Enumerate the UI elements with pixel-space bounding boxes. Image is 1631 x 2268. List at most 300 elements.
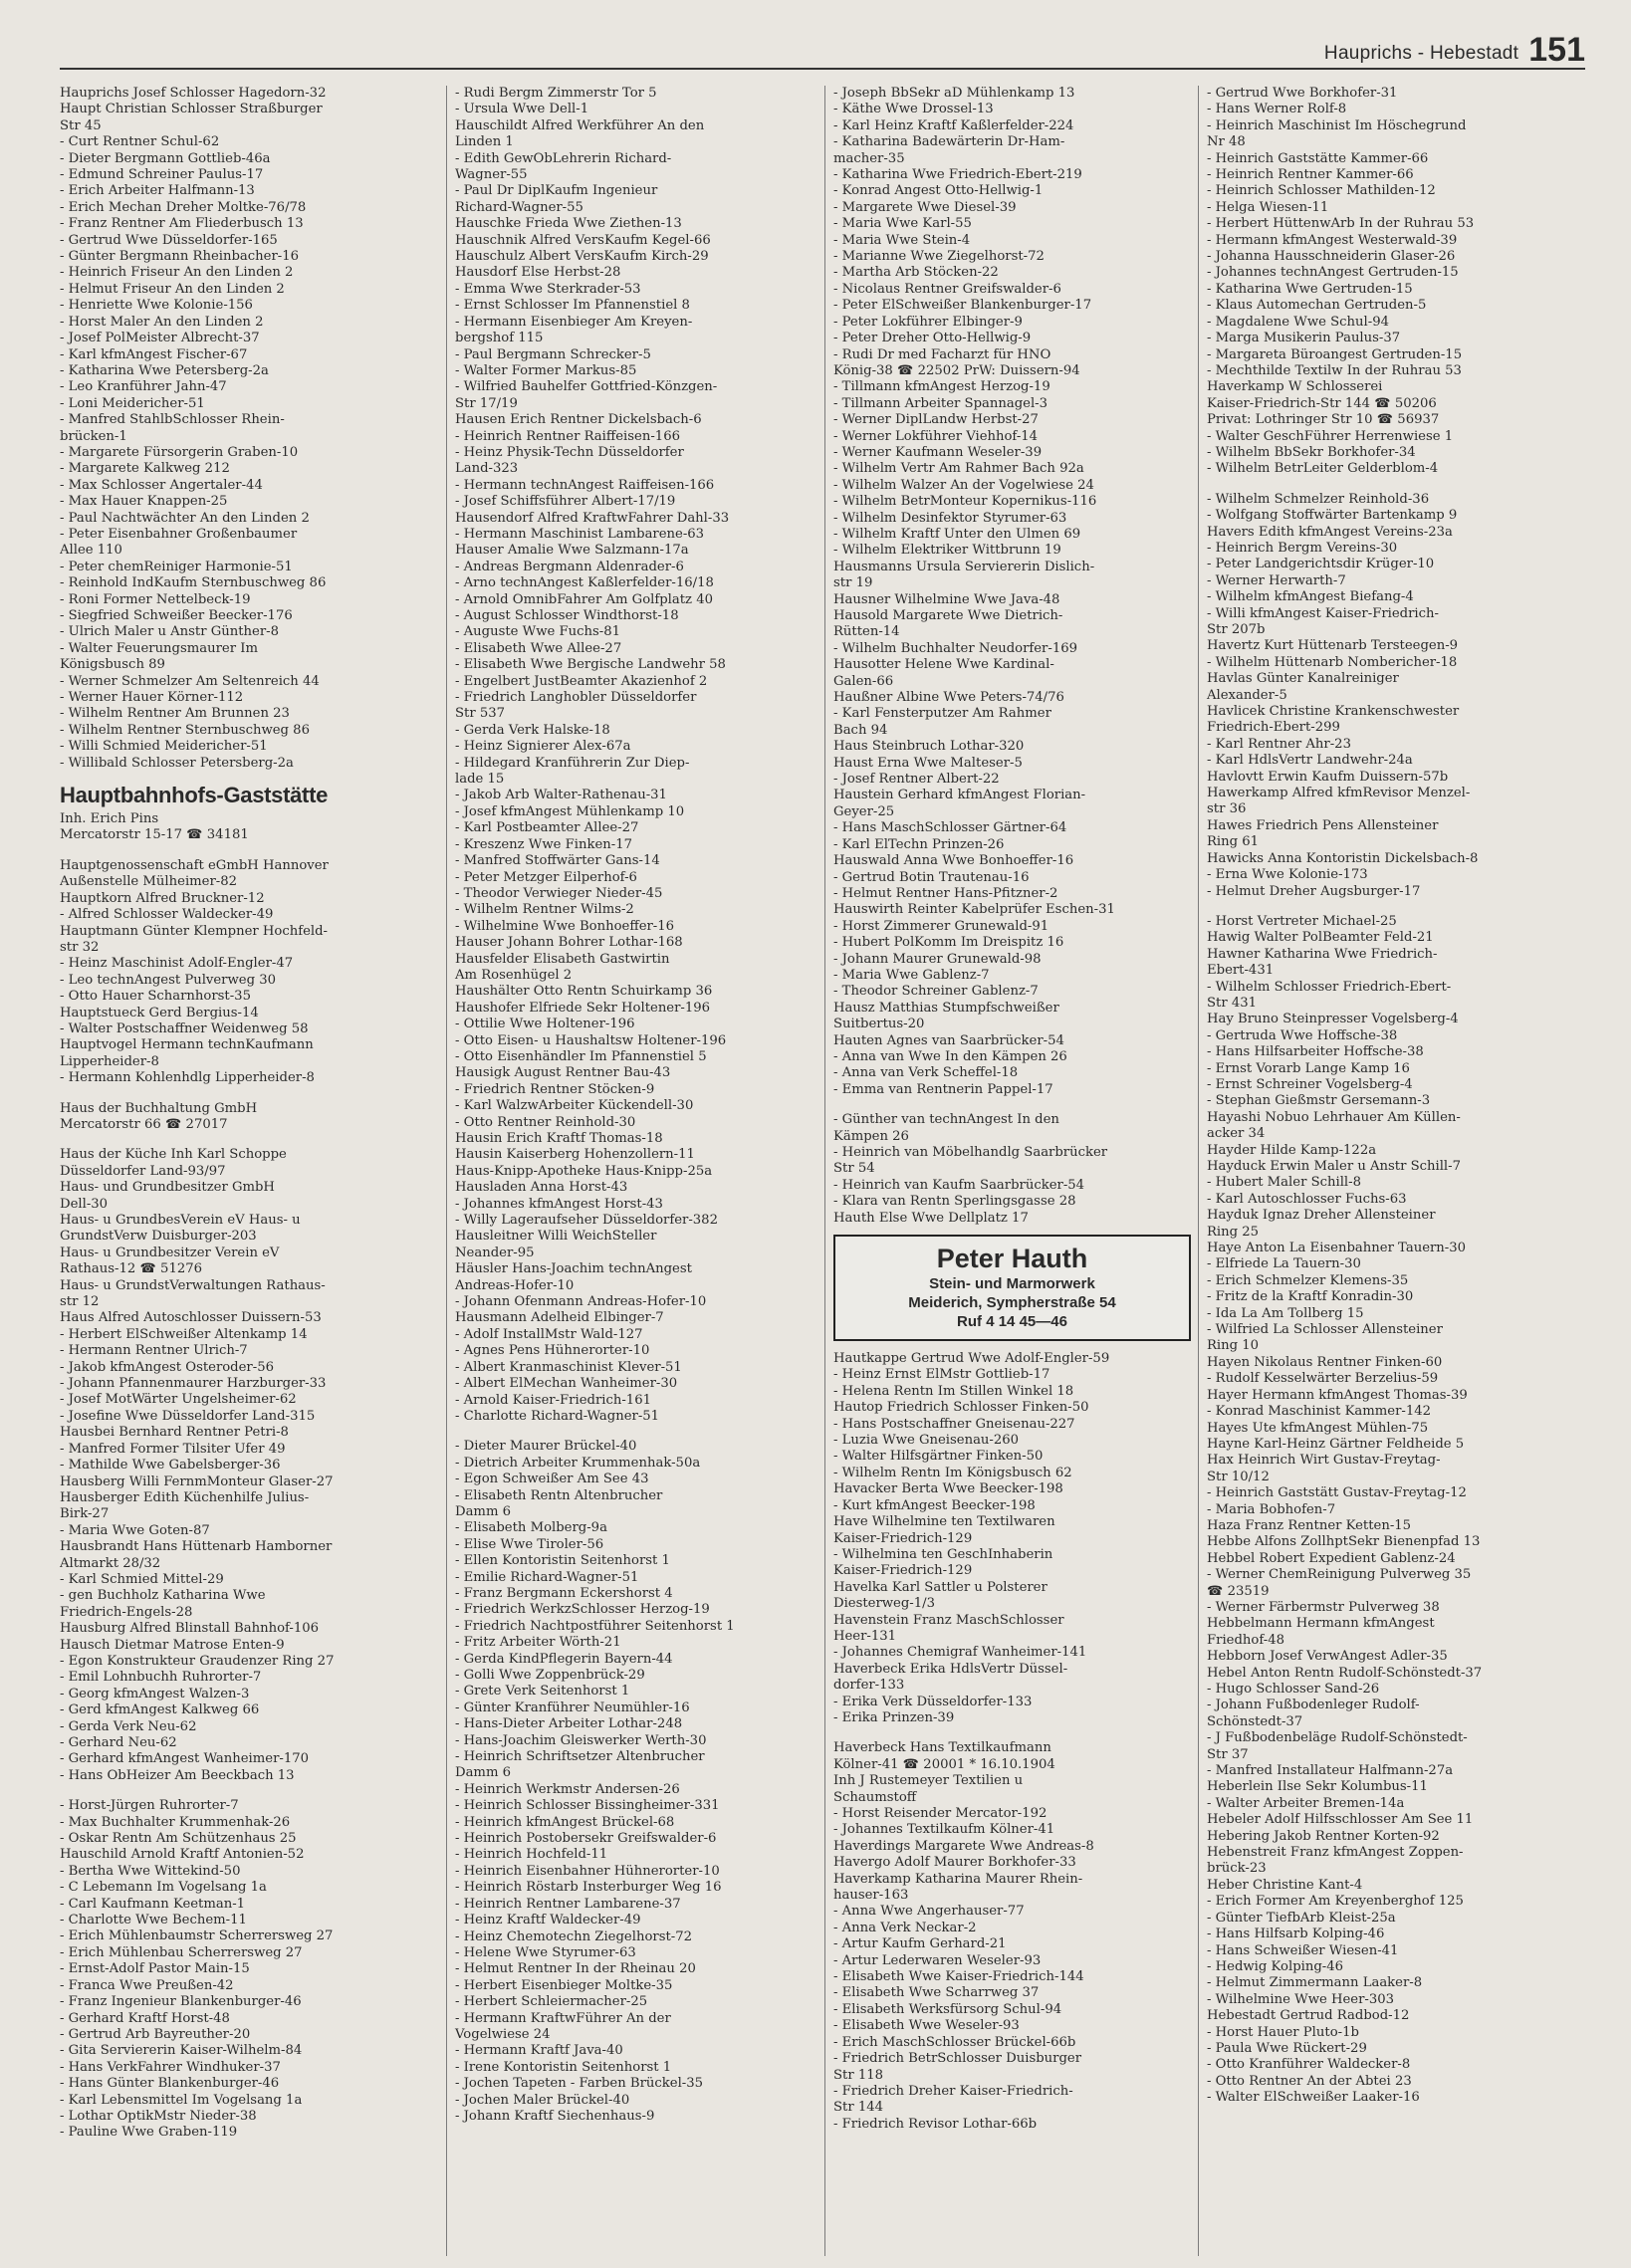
directory-entry: Hayne Karl-Heinz Gärtner Feldheide 5 xyxy=(1207,1436,1465,1452)
page-number: 151 xyxy=(1528,31,1585,69)
directory-entry: - Johanna Hausschneiderin Glaser-26 xyxy=(1207,249,1456,265)
directory-entry: Have Wilhelmine ten Textilwaren xyxy=(833,1514,1055,1530)
directory-entry: Hauptvogel Hermann technKaufmann xyxy=(60,1037,314,1053)
directory-entry: - Ernst-Adolf Pastor Main-15 xyxy=(60,1961,250,1977)
directory-entry: - Horst Zimmerer Grunewald-91 xyxy=(833,918,1049,934)
directory-entry: Heer-131 xyxy=(833,1628,897,1644)
directory-entry: - Hans Hilfsarbeiter Hoffsche-38 xyxy=(1207,1044,1424,1060)
directory-entry: Hausigk August Rentner Bau-43 xyxy=(455,1065,671,1081)
directory-entry: Inh. Erich Pins xyxy=(60,811,159,827)
business-heading: Hauptbahnhofs-Gaststätte xyxy=(60,783,329,808)
directory-entry: Hauptstueck Gerd Bergius-14 xyxy=(60,1005,259,1021)
directory-entry: Hawig Walter PolBeamter Feld-21 xyxy=(1207,930,1434,946)
directory-entry: - Heinrich Röstarb Insterburger Weg 16 xyxy=(455,1880,722,1896)
directory-entry: - Adolf InstallMstr Wald-127 xyxy=(455,1326,643,1342)
directory-entry: - Heinz Chemotechn Ziegelhorst-72 xyxy=(455,1928,692,1944)
directory-entry: - Walter Hilfsgärtner Finken-50 xyxy=(833,1449,1044,1465)
directory-entry: Havlovtt Erwin Kaufm Duissern-57b xyxy=(1207,769,1449,785)
directory-entry: - Katharina Badewärterin Dr-Ham- xyxy=(833,134,1065,150)
directory-entry: - Helena Rentn Im Stillen Winkel 18 xyxy=(833,1383,1074,1399)
directory-entry: Kaiser-Friedrich-129 xyxy=(833,1563,973,1579)
directory-entry: Haußner Albine Wwe Peters-74/76 xyxy=(833,690,1064,706)
directory-entry: - Franca Wwe Preußen-42 xyxy=(60,1977,234,1993)
directory-entry: - Günter TiefbArb Kleist-25a xyxy=(1207,1910,1396,1926)
ad-line1: Stein- und Marmorwerk xyxy=(929,1275,1095,1293)
directory-entry: - Nicolaus Rentner Greifswalder-6 xyxy=(833,281,1061,297)
directory-entry: Damm 6 xyxy=(455,1503,512,1519)
directory-entry: - Heinrich Friseur An den Linden 2 xyxy=(60,265,294,281)
column-3 xyxy=(824,86,1199,2256)
directory-entry: - Hans Schweißer Wiesen-41 xyxy=(1207,1942,1399,1958)
directory-entry: Mercatorstr 66 ☎ 27017 xyxy=(60,1116,228,1132)
directory-entry: - Herbert ElSchweißer Altenkamp 14 xyxy=(60,1326,308,1342)
directory-entry: - Werner DiplLandw Herbst-27 xyxy=(833,412,1039,428)
directory-entry: Häusler Hans-Joachim technAngest xyxy=(455,1261,692,1277)
directory-entry: - Hermann Maschinist Lambarene-63 xyxy=(455,526,705,542)
directory-entry: Hausburg Alfred Blinstall Bahnhof-106 xyxy=(60,1621,320,1637)
directory-entry: Alexander-5 xyxy=(1207,687,1287,703)
directory-entry: - Peter chemReiniger Harmonie-51 xyxy=(60,559,293,574)
directory-entry: Havers Edith kfmAngest Vereins-23a xyxy=(1207,524,1453,540)
directory-entry: - Gita Serviererin Kaiser-Wilhelm-84 xyxy=(60,2043,303,2059)
directory-entry: - Ernst Schlosser Im Pfannenstiel 8 xyxy=(455,298,690,314)
directory-entry: - Hermann Kraftf Java-40 xyxy=(455,2043,623,2059)
directory-entry: Kaiser-Friedrich-129 xyxy=(833,1530,973,1546)
directory-entry: Hausin Kaiserberg Hohenzollern-11 xyxy=(455,1147,695,1163)
directory-entry: - Heinrich van Kaufm Saarbrücker-54 xyxy=(833,1177,1085,1193)
directory-entry: - Heinrich Schriftsetzer Altenbrucher xyxy=(455,1749,705,1765)
directory-entry: Hawicks Anna Kontoristin Dickelsbach-8 xyxy=(1207,850,1479,866)
directory-entry: - Tillmann kfmAngest Herzog-19 xyxy=(833,379,1050,395)
directory-entry: Havacker Berta Wwe Beecker-198 xyxy=(833,1481,1063,1497)
directory-entry: - Karl Schmied Mittel-29 xyxy=(60,1571,224,1587)
directory-entry: - Gertrud Botin Trautenau-16 xyxy=(833,869,1030,885)
directory-entry: - Wilhelmina ten GeschInhaberin xyxy=(833,1546,1053,1562)
directory-entry: - Klara van Rentn Sperlingsgasse 28 xyxy=(833,1194,1076,1210)
advertisement-box xyxy=(833,1235,1191,1341)
directory-entry: - Dietrich Arbeiter Krummenhak-50a xyxy=(455,1455,701,1471)
directory-entry: Haus Alfred Autoschlosser Duissern-53 xyxy=(60,1310,322,1326)
directory-entry: - Helmut Rentner Hans-Pfitzner-2 xyxy=(833,885,1058,901)
directory-entry: Hausold Margarete Wwe Dietrich- xyxy=(833,608,1063,623)
directory-entry: - Elisabeth Werksfürsorg Schul-94 xyxy=(833,2001,1062,2017)
directory-entry: Friedrich-Ebert-299 xyxy=(1207,720,1340,736)
directory-entry: brück-23 xyxy=(1207,1861,1267,1877)
directory-entry: - Margarete Kalkweg 212 xyxy=(60,461,230,477)
directory-entry: Str 207b xyxy=(1207,622,1266,637)
directory-entry: - Paula Wwe Rückert-29 xyxy=(1207,2040,1367,2056)
directory-entry: Hawner Katharina Wwe Friedrich- xyxy=(1207,946,1438,962)
directory-entry: - Emilie Richard-Wagner-51 xyxy=(455,1569,639,1585)
directory-entry: Haus- u Grundbesitzer Verein eV xyxy=(60,1245,280,1260)
directory-entry: - Friedrich Dreher Kaiser-Friedrich- xyxy=(833,2083,1073,2099)
directory-entry: - Marga Musikerin Paulus-37 xyxy=(1207,331,1401,346)
directory-entry: - Elfriede La Tauern-30 xyxy=(1207,1256,1361,1272)
directory-entry: - Oskar Rentn Am Schützenhaus 25 xyxy=(60,1831,297,1847)
directory-entry: Hebestadt Gertrud Radbod-12 xyxy=(1207,2008,1410,2024)
directory-entry: - Horst-Jürgen Ruhrorter-7 xyxy=(60,1798,239,1814)
directory-entry: Hebering Jakob Rentner Korten-92 xyxy=(1207,1828,1440,1844)
spacer xyxy=(833,1098,1199,1112)
directory-entry: - Otto Eisenhändler Im Pfannenstiel 5 xyxy=(455,1048,707,1064)
directory-entry: Mercatorstr 15-17 ☎ 34181 xyxy=(60,827,249,843)
directory-entry: - Otto Rentner Reinhold-30 xyxy=(455,1114,636,1130)
directory-entry: - Johannes Chemigraf Wanheimer-141 xyxy=(833,1645,1087,1661)
directory-entry: - Carl Kaufmann Keetman-1 xyxy=(60,1896,246,1912)
directory-entry: Land-323 xyxy=(455,461,519,477)
directory-entry: - Manfred Installateur Halfmann-27a xyxy=(1207,1763,1454,1779)
directory-entry: - Kreszenz Wwe Finken-17 xyxy=(455,836,632,852)
directory-entry: - Gerd kfmAngest Kalkweg 66 xyxy=(60,1702,260,1718)
directory-entry: - Golli Wwe Zoppenbrück-29 xyxy=(455,1668,645,1683)
directory-entry: Altmarkt 28/32 xyxy=(60,1555,161,1571)
directory-entry: - Manfred Stoffwärter Gans-14 xyxy=(455,853,660,869)
directory-entry: Hausendorf Alfred KraftwFahrer Dahl-33 xyxy=(455,510,730,526)
directory-entry: - Käthe Wwe Drossel-13 xyxy=(833,102,994,117)
directory-entry: - Werner Färbermstr Pulverweg 38 xyxy=(1207,1599,1440,1615)
directory-entry: Str 37 xyxy=(1207,1746,1249,1762)
directory-entry: - Jochen Tapeten - Farben Brückel-35 xyxy=(455,2076,704,2092)
directory-entry: - Bertha Wwe Wittekind-50 xyxy=(60,1863,241,1879)
directory-entry: - Otto Kranführer Waldecker-8 xyxy=(1207,2057,1411,2073)
spacer xyxy=(833,1726,1199,1740)
directory-entry: brücken-1 xyxy=(60,428,127,444)
directory-entry: - Charlotte Richard-Wagner-51 xyxy=(455,1408,660,1424)
directory-entry: - Elisabeth Wwe Bergische Landwehr 58 xyxy=(455,657,726,673)
page-header xyxy=(60,28,1585,70)
directory-entry: - Hermann Eisenbieger Am Kreyen- xyxy=(455,314,693,330)
column-1 xyxy=(60,86,446,2256)
directory-entry: - Johann Ofenmann Andreas-Hofer-10 xyxy=(455,1294,707,1310)
directory-entry: - Konrad Angest Otto-Hellwig-1 xyxy=(833,183,1044,199)
directory-entry: - Günter Bergmann Rheinbacher-16 xyxy=(60,249,300,265)
directory-entry: Außenstelle Mülheimer-82 xyxy=(60,874,238,890)
directory-entry: Hausz Matthias Stumpfschweißer xyxy=(833,1000,1059,1016)
directory-entry: - Franz Bergmann Eckershorst 4 xyxy=(455,1585,673,1601)
directory-entry: - Anna van Wwe In den Kämpen 26 xyxy=(833,1048,1067,1064)
directory-entry: - Ernst Schreiner Vogelsberg-4 xyxy=(1207,1076,1413,1092)
directory-entry: - Karl Autoschlosser Fuchs-63 xyxy=(1207,1191,1407,1207)
directory-entry: - Georg kfmAngest Walzen-3 xyxy=(60,1686,250,1701)
directory-entry: - Johann Pfannenmaurer Harzburger-33 xyxy=(60,1376,327,1392)
directory-entry: Inh J Rustemeyer Textilien u xyxy=(833,1773,1024,1789)
directory-entry: - Erich MaschSchlosser Brückel-66b xyxy=(833,2034,1076,2050)
spacer xyxy=(60,1087,446,1101)
directory-entry: Kaiser-Friedrich-Str 144 ☎ 50206 xyxy=(1207,395,1437,411)
directory-entry: - Günther van technAngest In den xyxy=(833,1112,1059,1128)
directory-entry: - Heinrich Postobersekr Greifswalder-6 xyxy=(455,1831,717,1847)
directory-entry: - Friedrich Revisor Lothar-66b xyxy=(833,2116,1038,2132)
directory-entry: - Wilfried La Schlosser Allensteiner xyxy=(1207,1322,1443,1338)
directory-entry: - gen Buchholz Katharina Wwe xyxy=(60,1588,266,1604)
directory-entry: - Albert Kranmaschinist Klever-51 xyxy=(455,1359,682,1375)
directory-entry: - Wilhelmine Wwe Heer-303 xyxy=(1207,1991,1395,2007)
directory-entry: - Wilhelm Rentner Sternbuschweg 86 xyxy=(60,722,310,738)
directory-entry: - Erich Former Am Kreyenberghof 125 xyxy=(1207,1894,1464,1910)
directory-entry: - Maria Wwe Stein-4 xyxy=(833,232,971,248)
directory-entry: Str 118 xyxy=(833,2067,884,2083)
directory-entry: - Hermann KraftwFührer An der xyxy=(455,2010,671,2026)
directory-entry: Havertz Kurt Hüttenarb Tersteegen-9 xyxy=(1207,638,1459,654)
directory-entry: Haus der Küche Inh Karl Schoppe xyxy=(60,1147,287,1163)
directory-entry: Haverkamp Katharina Maurer Rhein- xyxy=(833,1871,1083,1887)
directory-entry: - Hermann Kohlenhdlg Lipperheider-8 xyxy=(60,1070,315,1086)
directory-entry: - Erika Prinzen-39 xyxy=(833,1709,955,1725)
directory-entry: - Maria Wwe Goten-87 xyxy=(60,1522,210,1538)
directory-entry: Hausleitner Willi WeichSteller xyxy=(455,1229,657,1245)
directory-entry: Königsbusch 89 xyxy=(60,657,165,673)
directory-entry: - Edith GewObLehrerin Richard- xyxy=(455,150,672,166)
directory-entry: Haus-Knipp-Apotheke Haus-Knipp-25a xyxy=(455,1163,713,1179)
directory-entry: - Ernst Vorarb Lange Kamp 16 xyxy=(1207,1060,1410,1076)
directory-entry: - Peter ElSchweißer Blankenburger-17 xyxy=(833,298,1092,314)
directory-entry: - Josef kfmAngest Mühlenkamp 10 xyxy=(455,803,685,819)
directory-entry: - Walter Postschaffner Weidenweg 58 xyxy=(60,1021,309,1036)
directory-entry: - Karl WalzwArbeiter Kückendell-30 xyxy=(455,1098,694,1114)
directory-entry: - Rudolf Kesselwärter Berzelius-59 xyxy=(1207,1371,1439,1387)
directory-entry: - Paul Nachtwächter An den Linden 2 xyxy=(60,510,310,526)
directory-entry: Diesterweg-1/3 xyxy=(833,1596,935,1612)
directory-entry: - Karl Lebensmittel Im Vogelsang 1a xyxy=(60,2092,303,2108)
directory-entry: ☎ 23519 xyxy=(1207,1583,1270,1599)
directory-entry: Hayduck Erwin Maler u Anstr Schill-7 xyxy=(1207,1159,1461,1174)
directory-entry: - Engelbert JustBeamter Akazienhof 2 xyxy=(455,673,708,689)
directory-entry: Nr 48 xyxy=(1207,134,1246,150)
directory-entry: - Katharina Wwe Gertruden-15 xyxy=(1207,281,1413,297)
directory-entry: Haus Steinbruch Lothar-320 xyxy=(833,739,1025,755)
directory-entry: - Herbert HüttenwArb In der Ruhrau 53 xyxy=(1207,216,1475,232)
directory-entry: - Hubert Maler Schill-8 xyxy=(1207,1175,1361,1191)
directory-entry: - Theodor Verwieger Nieder-45 xyxy=(455,885,663,901)
directory-entry: - Albert ElMechan Wanheimer-30 xyxy=(455,1376,678,1392)
directory-entry: - Gerhard Kraftf Horst-48 xyxy=(60,2010,230,2026)
directory-entry: - Fritz Arbeiter Wörth-21 xyxy=(455,1635,621,1651)
directory-entry: - Wilhelm Walzer An der Vogelwiese 24 xyxy=(833,477,1094,493)
directory-entry: - Helmut Dreher Augsburger-17 xyxy=(1207,883,1421,899)
directory-entry: - Wilhelm Desinfektor Styrumer-63 xyxy=(833,510,1067,526)
directory-entry: acker 34 xyxy=(1207,1126,1266,1142)
directory-entry: - Wilhelm BetrMonteur Kopernikus-116 xyxy=(833,494,1097,510)
directory-entry: - Herbert Schleiermacher-25 xyxy=(455,1994,648,2010)
directory-entry: Havelka Karl Sattler u Polsterer xyxy=(833,1579,1048,1595)
directory-entry: Havenstein Franz MaschSchlosser xyxy=(833,1612,1064,1628)
directory-entry: - Rudi Dr med Facharzt für HNO xyxy=(833,346,1051,362)
directory-entry: Hauten Agnes van Saarbrücker-54 xyxy=(833,1032,1064,1048)
directory-entry: Friedhof-48 xyxy=(1207,1632,1284,1648)
directory-entry: Rütten-14 xyxy=(833,624,900,640)
directory-entry: - Artur Lederwaren Weseler-93 xyxy=(833,1952,1042,1968)
directory-entry: Hausmanns Ursula Serviererin Dislich- xyxy=(833,559,1095,574)
directory-entry: - Heinrich Schlosser Mathilden-12 xyxy=(1207,183,1436,199)
directory-entry: - Margarete Fürsorgerin Graben-10 xyxy=(60,444,299,460)
directory-entry: Birk-27 xyxy=(60,1506,110,1522)
directory-entry: str 19 xyxy=(833,575,873,591)
directory-entry: - Dieter Bergmann Gottlieb-46a xyxy=(60,150,271,166)
directory-entry: - Wilhelm Schlosser Friedrich-Ebert- xyxy=(1207,979,1452,995)
directory-entry: - Friedrich Rentner Stöcken-9 xyxy=(455,1081,655,1097)
directory-entry: - Johann Fußbodenleger Rudolf- xyxy=(1207,1698,1420,1713)
directory-entry: - Manfred Former Tilsiter Ufer 49 xyxy=(60,1441,286,1457)
directory-entry: - Heinz Ernst ElMstr Gottlieb-17 xyxy=(833,1367,1050,1383)
directory-entry: - Horst Hauer Pluto-1b xyxy=(1207,2024,1359,2040)
directory-entry: - Hermann Rentner Ulrich-7 xyxy=(60,1343,248,1359)
directory-entry: - Hubert PolKomm Im Dreispitz 16 xyxy=(833,935,1064,951)
directory-entry: Haustein Gerhard kfmAngest Florian- xyxy=(833,788,1086,803)
directory-entry: - Ursula Wwe Dell-1 xyxy=(455,102,589,117)
directory-entry: Hebbe Alfons ZollhptSekr Bienenpfad 13 xyxy=(1207,1534,1481,1550)
directory-entry: Hauschildt Alfred Werkführer An den xyxy=(455,117,705,133)
directory-entry: - Jochen Maler Brückel-40 xyxy=(455,2092,630,2108)
directory-entry: - Hans-Joachim Gleiswerker Werth-30 xyxy=(455,1732,707,1748)
directory-entry: Hausch Dietmar Matrose Enten-9 xyxy=(60,1637,285,1653)
directory-entry: - Katharina Wwe Petersberg-2a xyxy=(60,362,269,378)
directory-entry: - Peter Dreher Otto-Hellwig-9 xyxy=(833,331,1032,346)
directory-entry: - Hans MaschSchlosser Gärtner-64 xyxy=(833,820,1067,836)
directory-entry: - Helmut Zimmermann Laaker-8 xyxy=(1207,1975,1423,1991)
directory-entry: - Charlotte Wwe Bechem-11 xyxy=(60,1913,247,1928)
directory-entry: - Max Hauer Knappen-25 xyxy=(60,494,228,510)
directory-entry: - Wilhelm Schmelzer Reinhold-36 xyxy=(1207,491,1430,507)
directory-entry: macher-35 xyxy=(833,150,905,166)
directory-entry: - C Lebemann Im Vogelsang 1a xyxy=(60,1880,267,1896)
directory-entry: - Egon Konstrukteur Graudenzer Ring 27 xyxy=(60,1653,335,1669)
directory-entry: - Heinrich Schlosser Bissingheimer-331 xyxy=(455,1798,720,1814)
directory-entry: - Lothar OptikMstr Nieder-38 xyxy=(60,2108,257,2124)
directory-entry: - Helmut Rentner In der Rheinau 20 xyxy=(455,1961,696,1977)
directory-entry: - Werner Hauer Körner-112 xyxy=(60,690,244,706)
directory-entry: - Hans Günter Blankenburger-46 xyxy=(60,2076,280,2092)
directory-entry: - Rudi Bergm Zimmerstr Tor 5 xyxy=(455,86,657,101)
directory-entry: Hauswald Anna Wwe Bonhoeffer-16 xyxy=(833,853,1074,869)
directory-entry: - Heinz Physik-Techn Düsseldorfer xyxy=(455,444,684,460)
directory-entry: Hausdorf Else Herbst-28 xyxy=(455,265,621,281)
directory-entry: Richard-Wagner-55 xyxy=(455,199,583,215)
directory-entry: - Josefine Wwe Düsseldorfer Land-315 xyxy=(60,1408,316,1424)
directory-entry: Havlicek Christine Krankenschwester xyxy=(1207,704,1460,720)
directory-entry: - Josef PolMeister Albrecht-37 xyxy=(60,331,260,346)
directory-entry: Hausberg Willi FernmMonteur Glaser-27 xyxy=(60,1474,334,1489)
directory-entry: - Leo Kranführer Jahn-47 xyxy=(60,379,227,395)
directory-entry: - Egon Schweißer Am See 43 xyxy=(455,1472,649,1487)
directory-entry: - Kurt kfmAngest Beecker-198 xyxy=(833,1497,1036,1513)
directory-entry: Allee 110 xyxy=(60,543,122,559)
directory-entry: Haust Erna Wwe Malteser-5 xyxy=(833,755,1023,771)
directory-entry: - Arno technAngest Kaßlerfelder-16/18 xyxy=(455,575,714,591)
directory-entry: - Heinz Signierer Alex-67a xyxy=(455,739,631,755)
directory-entry: - Wilhelm BetrLeiter Gelderblom-4 xyxy=(1207,461,1439,477)
directory-entry: - Wolfgang Stoffwärter Bartenkamp 9 xyxy=(1207,508,1458,524)
directory-entry: - Johann Maurer Grunewald-98 xyxy=(833,951,1042,967)
directory-entry: Havlas Günter Kanalreiniger xyxy=(1207,671,1399,687)
directory-entry: - Henriette Wwe Kolonie-156 xyxy=(60,298,253,314)
directory-entry: - Horst Reisender Mercator-192 xyxy=(833,1806,1048,1821)
directory-entry: - Fritz de la Kraftf Konradin-30 xyxy=(1207,1289,1414,1305)
directory-entry: dorfer-133 xyxy=(833,1678,905,1694)
directory-entry: Haupt Christian Schlosser Straßburger xyxy=(60,102,323,117)
directory-entry: - Elisabeth Molberg-9a xyxy=(455,1520,607,1536)
directory-entry: Hauser Johann Bohrer Lothar-168 xyxy=(455,935,683,951)
directory-entry: - Erika Verk Düsseldorfer-133 xyxy=(833,1694,1033,1709)
directory-entry: Str 431 xyxy=(1207,995,1258,1011)
directory-entry: - Margarete Wwe Diesel-39 xyxy=(833,199,1017,215)
directory-entry: Galen-66 xyxy=(833,673,894,689)
directory-entry: Haus- und Grundbesitzer GmbH xyxy=(60,1180,275,1196)
directory-entry: - Heinz Kraftf Waldecker-49 xyxy=(455,1913,641,1928)
directory-entry: - Heinrich Maschinist Im Höschegrund xyxy=(1207,117,1467,133)
directory-entry: - Wilhelm Rentn Im Königsbusch 62 xyxy=(833,1465,1072,1480)
directory-entry: - Josef Rentner Albert-22 xyxy=(833,772,1000,788)
directory-entry: - Elisabeth Wwe Scharrweg 37 xyxy=(833,1985,1040,2001)
directory-entry: Hebel Anton Rentn Rudolf-Schönstedt-37 xyxy=(1207,1665,1483,1681)
directory-entry: - Roni Former Nettelbeck-19 xyxy=(60,591,251,607)
directory-entry: Hauprichs Josef Schlosser Hagedorn-32 xyxy=(60,86,327,101)
directory-entry: - Klaus Automechan Gertruden-5 xyxy=(1207,298,1427,314)
directory-entry: - Walter ElSchweißer Laaker-16 xyxy=(1207,2090,1420,2106)
directory-entry: - Karl kfmAngest Fischer-67 xyxy=(60,346,248,362)
directory-entry: Hausner Wilhelmine Wwe Java-48 xyxy=(833,591,1060,607)
spacer xyxy=(60,1784,446,1798)
directory-entry: - Heinz Maschinist Adolf-Engler-47 xyxy=(60,956,294,972)
directory-entry: Hebbel Robert Expedient Gablenz-24 xyxy=(1207,1550,1456,1566)
directory-entry: - Friedrich Nachtpostführer Seitenhorst 1 xyxy=(455,1618,735,1634)
directory-entry: - Hedwig Kolping-46 xyxy=(1207,1958,1344,1974)
directory-entry: Str 17/19 xyxy=(455,395,518,411)
directory-entry: Hawes Friedrich Pens Allensteiner xyxy=(1207,817,1439,833)
directory-entry: - Gertrud Wwe Borkhofer-31 xyxy=(1207,86,1398,101)
directory-entry: Hausbei Bernhard Rentner Petri-8 xyxy=(60,1425,289,1441)
directory-entry: Linden 1 xyxy=(455,134,514,150)
directory-entry: - Wilhelm Buchhalter Neudorfer-169 xyxy=(833,640,1077,656)
directory-entry: Str 144 xyxy=(833,2100,884,2116)
directory-entry: Hebbelmann Hermann kfmAngest xyxy=(1207,1616,1435,1632)
directory-entry: - Ulrich Maler u Anstr Günther-8 xyxy=(60,624,279,640)
directory-entry: Hauptmann Günter Klempner Hochfeld- xyxy=(60,923,328,939)
directory-entry: - Erich Mühlenbau Scherrersweg 27 xyxy=(60,1944,303,1960)
directory-entry: - Stephan Gießmstr Gersemann-3 xyxy=(1207,1093,1431,1109)
directory-entry: - Heinrich Eisenbahner Hühnerorter-10 xyxy=(455,1863,720,1879)
directory-entry: Havergo Adolf Maurer Borkhofer-33 xyxy=(833,1855,1076,1871)
directory-entry: - Friedrich WerkzSchlosser Herzog-19 xyxy=(455,1602,710,1618)
directory-entry: - Pauline Wwe Graben-119 xyxy=(60,2125,238,2141)
directory-entry: Hautkappe Gertrud Wwe Adolf-Engler-59 xyxy=(833,1351,1110,1367)
directory-entry: - Otto Rentner An der Abtei 23 xyxy=(1207,2073,1412,2089)
directory-entry: Ring 25 xyxy=(1207,1224,1260,1240)
directory-entry: - August Schlosser Windthorst-18 xyxy=(455,608,679,623)
directory-entry: - Margareta Büroangest Gertruden-15 xyxy=(1207,346,1463,362)
directory-entry: - Hermann kfmAngest Westerwald-39 xyxy=(1207,232,1458,248)
directory-entry: str 36 xyxy=(1207,801,1247,817)
directory-entry: Hautop Friedrich Schlosser Finken-50 xyxy=(833,1400,1089,1416)
directory-entry: - Ottilie Wwe Holtener-196 xyxy=(455,1017,635,1032)
directory-entry: - Anna van Verk Scheffel-18 xyxy=(833,1065,1019,1081)
directory-entry: - Edmund Schreiner Paulus-17 xyxy=(60,167,264,183)
directory-entry: - Karl Fensterputzer Am Rahmer xyxy=(833,706,1051,722)
directory-entry: Heber Christine Kant-4 xyxy=(1207,1877,1363,1893)
directory-entry: - Loni Meidericher-51 xyxy=(60,395,205,411)
directory-entry: - Erich Arbeiter Halfmann-13 xyxy=(60,183,255,199)
directory-entry: Bach 94 xyxy=(833,722,888,738)
directory-entry: - Hans ObHeizer Am Beeckbach 13 xyxy=(60,1767,295,1783)
directory-entry: Haverdings Margarete Wwe Andreas-8 xyxy=(833,1838,1094,1854)
directory-entry: - Otto Hauer Scharnhorst-35 xyxy=(60,989,251,1005)
directory-entry: - Franz Rentner Am Fliederbusch 13 xyxy=(60,216,304,232)
directory-entry: Hebborn Josef VerwAngest Adler-35 xyxy=(1207,1649,1448,1665)
directory-entry: - Maria Wwe Gablenz-7 xyxy=(833,967,990,983)
directory-entry: Hausberger Edith Küchenhilfe Julius- xyxy=(60,1489,310,1505)
directory-entry: Hauser Amalie Wwe Salzmann-17a xyxy=(455,543,689,559)
directory-entry: - Gerda KindPflegerin Bayern-44 xyxy=(455,1651,673,1667)
directory-entry: - Willibald Schlosser Petersberg-2a xyxy=(60,755,294,771)
